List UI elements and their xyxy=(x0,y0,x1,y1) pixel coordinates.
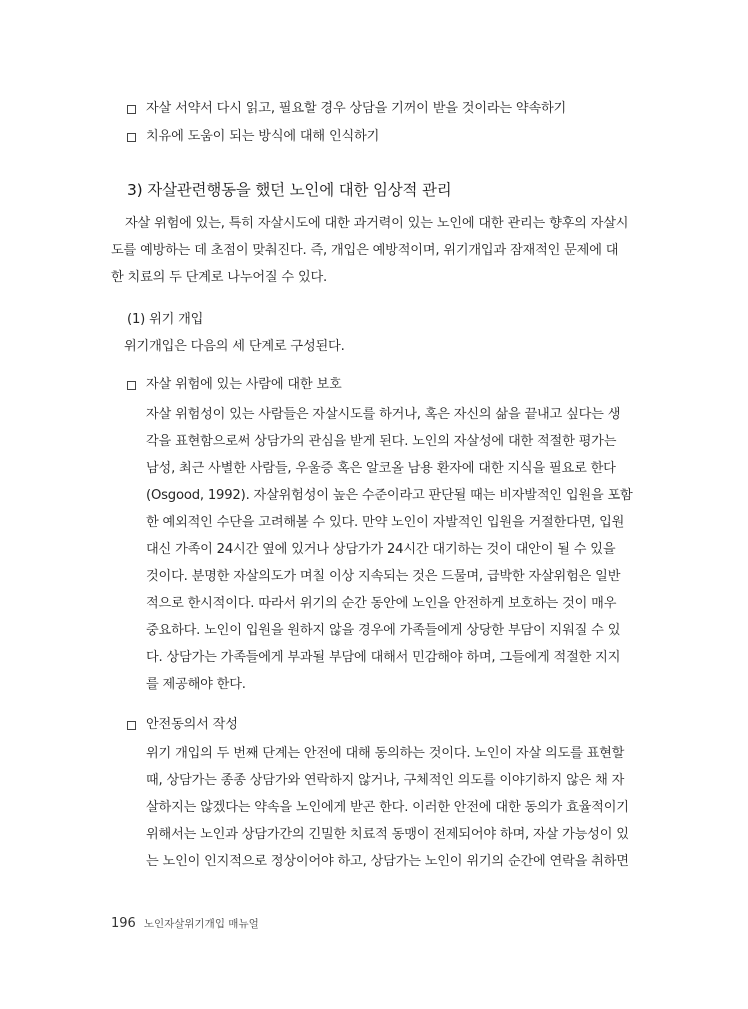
paragraph-line: 중요하다. 노인이 입원을 원하지 않을 경우에 가족들에게 상당한 부담이 지워질 수 있 xyxy=(146,623,621,638)
checkbox-square-icon xyxy=(127,133,136,142)
paragraph-line: 자살 위험성이 있는 사람들은 자살시도를 하거나, 혹은 자신의 삶을 끝내고 싶다는 생 xyxy=(146,407,621,422)
page-footer xyxy=(111,916,259,931)
paragraph-line: 위해서는 노인과 상담가간의 긴밀한 치료적 동맹이 전제되어야 하며, 자살 가능성이 있 xyxy=(146,827,629,842)
paragraph-line: 때, 상담가는 종종 상담가와 연락하지 않거나, 구체적인 의도를 이야기하지 않은 채 자 xyxy=(146,773,625,788)
paragraph-line: 한 예외적인 수단을 고려해볼 수 있다. 만약 노인이 자발적인 입원을 거절한다면, 입원 xyxy=(146,515,625,530)
paragraph-line: 각을 표현함으로써 상담가의 관심을 받게 된다. 노인의 자살성에 대한 적절한 평가는 xyxy=(146,434,617,449)
bullet-item xyxy=(127,376,342,394)
paragraph-line: 도를 예방하는 데 초점이 맞춰진다. 즉, 개입은 예방적이며, 위기개입과 잠재적인 문제에 대 xyxy=(111,243,619,258)
book-title: 노인자살위기개입 매뉴얼 xyxy=(143,918,259,930)
paragraph-line: 위기 개입의 두 번째 단계는 안전에 대해 동의하는 것이다. 노인이 자살 의도를 표현할 xyxy=(146,746,625,761)
paragraph-line: 자살 위험에 있는, 특히 자살시도에 대한 과거력이 있는 노인에 대한 관리는 향후의 자살시 xyxy=(125,216,629,231)
page-number: 196 xyxy=(111,916,136,931)
paragraph-line: 를 제공해야 한다. xyxy=(146,677,246,692)
paragraph-line: 적으로 한시적이다. 따라서 위기의 순간 동안에 노인을 안전하게 보호하는 것이 매우 xyxy=(146,596,617,611)
checkbox-square-icon xyxy=(127,721,136,730)
bullet-item xyxy=(127,128,379,146)
subsection-heading: (1) 위기 개입 xyxy=(127,312,204,327)
section-heading: 3) 자살관련행동을 했던 노인에 대한 임상적 관리 xyxy=(127,181,452,199)
bullet-item xyxy=(127,100,566,118)
checkbox-square-icon xyxy=(127,381,136,390)
paragraph-line: 살하지는 않겠다는 약속을 노인에게 받곤 한다. 이러한 안전에 대한 동의가 효율적이기 xyxy=(146,800,629,815)
bullet-item xyxy=(127,716,238,734)
paragraph-line: 는 노인이 인지적으로 정상이어야 하고, 상담가는 노인이 위기의 순간에 연락을 취하면 xyxy=(146,854,629,869)
subsection-intro: 위기개입은 다음의 세 단계로 구성된다. xyxy=(124,339,345,354)
bullet-text: 치유에 도움이 되는 방식에 대해 인식하기 xyxy=(146,129,380,144)
paragraph-line: 한 치료의 두 단계로 나누어질 수 있다. xyxy=(111,270,328,285)
bullet-text: 자살 서약서 다시 읽고, 필요할 경우 상담을 기꺼이 받을 것이라는 약속하기 xyxy=(146,101,567,116)
paragraph-line: (Osgood, 1992). 자살위험성이 높은 수준이라고 판단될 때는 비자발적인 입원을 포함 xyxy=(146,488,633,503)
paragraph-line: 대신 가족이 24시간 옆에 있거나 상담가가 24시간 대기하는 것이 대안이 될 수 있을 xyxy=(146,542,616,557)
bullet-text: 자살 위험에 있는 사람에 대한 보호 xyxy=(146,377,342,392)
checkbox-square-icon xyxy=(127,105,136,114)
bullet-text: 안전동의서 작성 xyxy=(146,717,238,732)
paragraph-line: 다. 상담가는 가족들에게 부과될 부담에 대해서 민감해야 하며, 그들에게 적절한 지지 xyxy=(146,650,621,665)
paragraph-line: 것이다. 분명한 자살의도가 며칠 이상 지속되는 것은 드물며, 급박한 자살위험은 일반 xyxy=(146,569,621,584)
paragraph-line: 남성, 최근 사별한 사람들, 우울증 혹은 알코올 남용 환자에 대한 지식을 필요로 한다 xyxy=(146,461,616,476)
